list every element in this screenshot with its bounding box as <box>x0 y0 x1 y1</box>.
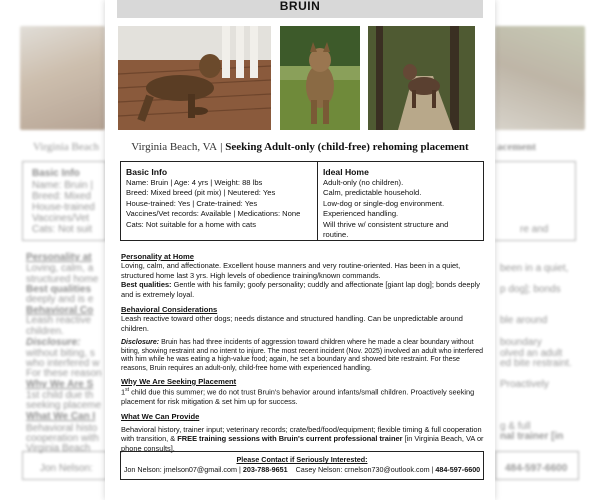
provide-tail: [in Virginia Beach, VA or phone consults]. <box>121 434 484 453</box>
background-line: been in a quiet, <box>500 263 569 274</box>
best-qualities <box>121 280 485 299</box>
contact-person-1[interactable]: Jon Nelson: jrnelson07@gmail.com | <box>123 465 243 474</box>
personality-text: Loving, calm, and affectionate. Excellent house manners and very routine-oriented. Has been in a quiet, structured home last 3 yrs. High levels of obedience training/known commands. <box>121 261 461 280</box>
background-section: Personality at <box>26 252 92 263</box>
headline-text: Seeking Adult-only (child-free) rehoming placement <box>225 141 469 153</box>
provide-bold-text: FREE training sessions with Bruin's current professional trainer <box>177 434 403 444</box>
info-table <box>120 161 484 241</box>
flyer-body <box>121 252 485 453</box>
background-line: Proactively <box>500 379 549 390</box>
background-basic-line: House-trained <box>32 202 95 213</box>
background-line: 1st child due th <box>26 390 94 401</box>
background-contact: Jon Nelson: <box>40 463 93 474</box>
behavioral-title: Behavioral Considerations <box>121 305 218 315</box>
background-line: deeply and is e <box>26 294 94 305</box>
subtitle-separator: | <box>220 141 223 153</box>
background-section: Best qualities <box>26 284 92 295</box>
background-section: What We Can I <box>26 411 96 422</box>
ideal-home-line: Experienced handling. <box>323 209 399 219</box>
provide-paragraph <box>121 425 485 453</box>
background-basic-line: Cats: Not suit <box>32 224 93 235</box>
background-line: Leash reactive <box>26 315 92 326</box>
dog-photo-grass <box>280 26 360 130</box>
flyer-title: BRUIN <box>117 0 483 18</box>
background-line: g & full <box>500 421 531 432</box>
ideal-home-line: Low-dog or single-dog environment. <box>323 198 445 208</box>
basic-info-line: Cats: Not suitable for a home with cats <box>126 219 256 229</box>
background-line: olved an adult <box>500 348 563 359</box>
background-line: without biting, s <box>26 348 95 359</box>
background-photo-left <box>20 26 105 130</box>
background-ideal-line: re and <box>520 224 549 235</box>
personality-title: Personality at Home <box>121 252 195 261</box>
background-contact: 484-597-6600 <box>505 463 568 474</box>
disclosure-text: Bruin has had three incidents of aggression toward children where he made a clear boundary without biting, showing restraint and no intent to injure. The most recent incident (Nov. 2025) involved an adult who interfered with him while he was eating a high-value food; again, he set a boundary and showed bite restraint. For these reasons, Bruin requires an adult-only, child-free home with experienced handling. <box>121 339 484 373</box>
background-line: p dog]; bonds <box>500 284 561 295</box>
background-line: For these reason <box>26 368 102 379</box>
ideal-home-line: Adult-only (no children). <box>323 178 404 187</box>
background-section: Disclosure: <box>26 337 81 348</box>
background-line: structured home <box>26 274 99 285</box>
background-location: Virginia Beach <box>33 141 100 153</box>
background-line: ble around <box>500 315 548 326</box>
dog-on-trail-image <box>368 26 475 130</box>
contact-phone-2[interactable]: 484-597-6600 <box>435 465 481 474</box>
ideal-home-line: Calm, predictable household. <box>323 188 422 198</box>
contact-phone-1[interactable]: 203-788-9651 <box>242 465 288 474</box>
why-text: child due this summer; we do not trust Bruin's behavior around infants/small children. Proactively seeking placement for risk mitigation & set him up for success. <box>121 387 475 406</box>
basic-info-line: Breed: Mixed breed (pit mix) | Neutered: Yes <box>126 188 276 198</box>
ideal-home-title: Ideal Home <box>323 167 369 177</box>
contact-person-2[interactable]: Casey Nelson: crnelson730@outlook.com | <box>295 465 436 474</box>
basic-info-title: Basic Info <box>126 167 168 177</box>
best-qualities-label: Best qualities: <box>121 280 172 290</box>
flyer-subtitle <box>105 141 495 153</box>
dog-in-yard-image <box>280 26 360 130</box>
provide-title: What We Can Provide <box>121 412 200 422</box>
background-line: Behavioral histo <box>26 423 98 434</box>
contact-heading: Please Contact if Seriously Interested: <box>236 455 368 464</box>
dog-photo-trail <box>368 26 475 130</box>
basic-info-column <box>121 162 318 240</box>
background-basic-title: Basic Info <box>32 168 80 179</box>
behavioral-text: Leash reactive toward other dogs; needs distance and structured handling. Can be unpredictable around children. <box>121 314 463 333</box>
ideal-home-line: routine. <box>323 230 349 240</box>
background-line: ed bite restraint. <box>500 358 572 369</box>
background-line: boundary <box>500 337 542 348</box>
background-line: children. <box>26 326 64 337</box>
background-line: nal trainer [in <box>500 431 564 442</box>
contact-box <box>120 451 484 480</box>
contact-line <box>121 465 483 475</box>
why-ordinal: 1 <box>121 387 126 397</box>
why-title: Why We Are Seeking Placement <box>121 376 237 386</box>
dog-photo-deck <box>118 26 271 130</box>
rehoming-flyer <box>105 0 495 500</box>
background-line: cooperation with <box>26 433 99 444</box>
background-line: who interfered w <box>26 358 100 369</box>
background-basic-line: Breed: Mixed <box>32 191 91 202</box>
background-photo-right <box>495 26 585 130</box>
location-text: Virginia Beach, VA <box>131 141 218 153</box>
background-basic-line: Vaccines/Vet <box>32 213 90 224</box>
disclosure-label: Disclosure: <box>121 339 160 347</box>
background-section: Why We Are S <box>26 379 94 390</box>
ideal-home-column <box>318 162 483 240</box>
background-line: Loving, calm, a <box>26 263 94 274</box>
basic-info-line: House-trained: Yes | Crate-trained: Yes <box>126 198 258 208</box>
why-paragraph <box>121 386 485 406</box>
basic-info-line: Name: Bruin | Age: 4 yrs | Weight: 88 lbs <box>126 178 263 187</box>
why-ordinal-suffix: st <box>125 387 130 394</box>
dog-on-deck-image <box>118 26 271 130</box>
basic-info-line: Vaccines/Vet records: Available | Medications: None <box>126 209 301 219</box>
provide-text: Behavioral history, trainer input; veterinary records; crate/bed/food/equipment; flexible timing & full cooperation with transition, & <box>121 424 482 444</box>
background-line: Virginia Beach <box>26 443 91 454</box>
background-line: seeking placeme <box>26 400 102 411</box>
best-qualities-text: Gentle with his family; goofy personality; cuddly and affectionate [giant lap dog]; bonds deeply and is extremely loyal. <box>121 280 480 299</box>
disclosure <box>121 339 485 373</box>
ideal-home-line: Will thrive w/ consistent structure and <box>323 219 449 229</box>
background-headline-tail: acement <box>497 141 537 153</box>
background-section: Behavioral Co <box>26 305 94 316</box>
background-basic-line: Name: Bruin | <box>32 180 93 191</box>
